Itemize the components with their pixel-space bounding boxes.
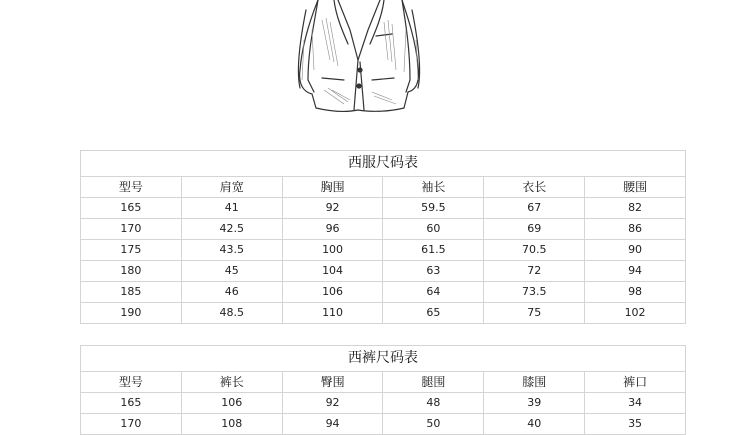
header-cell: 裤口: [585, 372, 686, 393]
table-cell: 110: [282, 303, 383, 324]
table-cell: 94: [585, 261, 686, 282]
table-cell: 48.5: [181, 303, 282, 324]
header-cell: 腰围: [585, 177, 686, 198]
suit-table-title: 西服尺码表: [81, 151, 686, 177]
table-row: [81, 414, 686, 435]
table-cell: 61.5: [383, 240, 484, 261]
table-cell: 75: [484, 303, 585, 324]
table-cell: 35: [585, 414, 686, 435]
table-cell: 50: [383, 414, 484, 435]
table-cell: 104: [282, 261, 383, 282]
table-cell: 82: [585, 198, 686, 219]
table-cell: 106: [282, 282, 383, 303]
jacket-sketch-image: [288, 0, 428, 118]
table-cell: 70.5: [484, 240, 585, 261]
header-cell: 型号: [81, 372, 182, 393]
header-cell: 臀围: [282, 372, 383, 393]
table-cell: 170: [81, 219, 182, 240]
header-cell: 肩宽: [181, 177, 282, 198]
pants-table-header-row: [81, 372, 686, 393]
header-cell: 衣长: [484, 177, 585, 198]
table-row: [81, 261, 686, 282]
pants-size-table: [80, 345, 686, 435]
table-cell: 180: [81, 261, 182, 282]
table-cell: 170: [81, 414, 182, 435]
table-row: [81, 303, 686, 324]
table-cell: 46: [181, 282, 282, 303]
suit-table-header-row: [81, 177, 686, 198]
table-cell: 43.5: [181, 240, 282, 261]
table-cell: 64: [383, 282, 484, 303]
table-cell: 34: [585, 393, 686, 414]
table-cell: 48: [383, 393, 484, 414]
table-cell: 40: [484, 414, 585, 435]
table-row: [81, 198, 686, 219]
table-cell: 165: [81, 393, 182, 414]
table-cell: 92: [282, 393, 383, 414]
table-cell: 185: [81, 282, 182, 303]
table-row: [81, 393, 686, 414]
table-cell: 69: [484, 219, 585, 240]
header-cell: 裤长: [181, 372, 282, 393]
table-cell: 100: [282, 240, 383, 261]
table-row: [81, 219, 686, 240]
table-cell: 65: [383, 303, 484, 324]
table-cell: 86: [585, 219, 686, 240]
table-cell: 72: [484, 261, 585, 282]
suit-size-table: [80, 150, 686, 324]
table-cell: 39: [484, 393, 585, 414]
table-cell: 67: [484, 198, 585, 219]
table-cell: 90: [585, 240, 686, 261]
table-cell: 102: [585, 303, 686, 324]
table-cell: 94: [282, 414, 383, 435]
header-cell: 膝围: [484, 372, 585, 393]
table-row: [81, 240, 686, 261]
table-cell: 92: [282, 198, 383, 219]
table-cell: 96: [282, 219, 383, 240]
table-cell: 175: [81, 240, 182, 261]
pants-table-title: 西裤尺码表: [81, 346, 686, 372]
table-cell: 45: [181, 261, 282, 282]
header-cell: 腿围: [383, 372, 484, 393]
table-cell: 63: [383, 261, 484, 282]
table-cell: 98: [585, 282, 686, 303]
table-row: [81, 282, 686, 303]
table-cell: 106: [181, 393, 282, 414]
table-cell: 73.5: [484, 282, 585, 303]
table-cell: 59.5: [383, 198, 484, 219]
header-cell: 袖长: [383, 177, 484, 198]
header-cell: 型号: [81, 177, 182, 198]
table-cell: 165: [81, 198, 182, 219]
header-cell: 胸围: [282, 177, 383, 198]
table-cell: 60: [383, 219, 484, 240]
table-cell: 41: [181, 198, 282, 219]
table-cell: 190: [81, 303, 182, 324]
table-cell: 42.5: [181, 219, 282, 240]
table-cell: 108: [181, 414, 282, 435]
